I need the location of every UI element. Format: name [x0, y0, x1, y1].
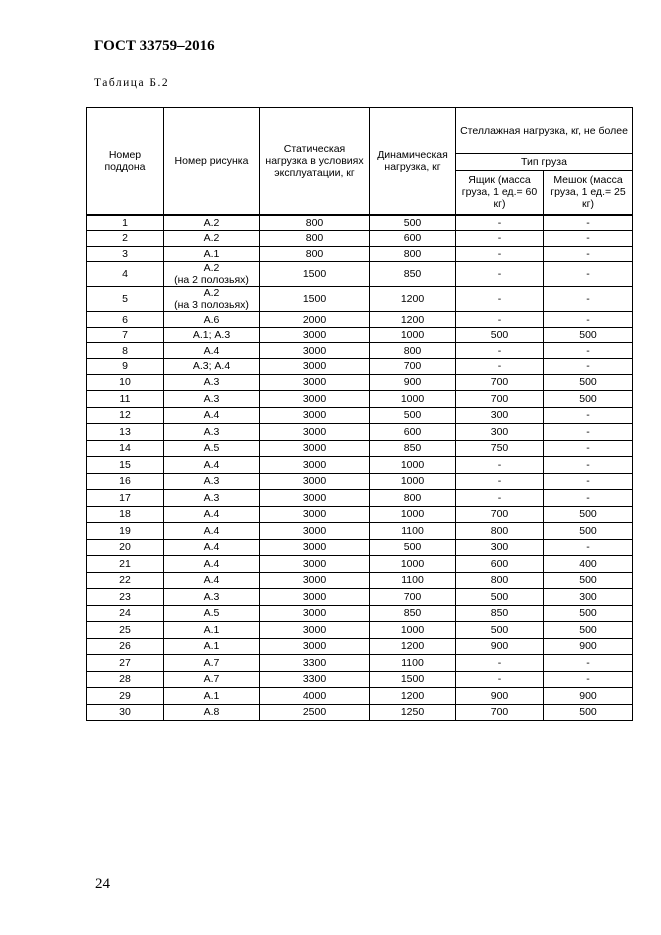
cell-box-load: 900 [456, 688, 544, 705]
table-row [87, 374, 633, 391]
cell-static-load: 3000 [260, 424, 370, 441]
figure-ref: А.7 [203, 673, 220, 686]
cell-box-load: - [456, 457, 544, 474]
figure-ref: А.8 [203, 706, 220, 719]
table-caption: Таблица Б.2 [94, 77, 170, 89]
figure-ref: А.2 [203, 262, 220, 275]
table-row [87, 490, 633, 507]
table-row [87, 457, 633, 474]
figure-ref: А.1; А.3 [192, 329, 231, 342]
cell-box-load: 700 [456, 704, 544, 721]
cell-static-load: 3000 [260, 523, 370, 540]
cell-bag-load: 500 [544, 704, 633, 721]
cell-pallet-number: 12 [87, 407, 164, 424]
header-static-load: Статическая нагрузка в условиях эксплуатации, кг [260, 108, 370, 215]
cell-bag-load: - [544, 671, 633, 688]
cell-dynamic-load: 1200 [370, 688, 456, 705]
cell-pallet-number: 26 [87, 638, 164, 655]
figure-note: (на 2 полозьях) [174, 274, 249, 287]
cell-box-load: 500 [456, 622, 544, 639]
cell-bag-load: 900 [544, 688, 633, 705]
cell-static-load: 3000 [260, 622, 370, 639]
cell-figure-number [164, 671, 260, 688]
cell-figure-number [164, 638, 260, 655]
cell-pallet-number: 10 [87, 374, 164, 391]
cell-dynamic-load: 1100 [370, 572, 456, 589]
cell-static-load: 3000 [260, 343, 370, 359]
cell-static-load: 3000 [260, 407, 370, 424]
cell-box-load: 900 [456, 638, 544, 655]
table-row [87, 215, 633, 231]
header-figure-number: Номер рисунка [164, 108, 260, 215]
cell-box-load: - [456, 473, 544, 490]
cell-static-load: 800 [260, 231, 370, 247]
figure-ref: А.7 [203, 656, 220, 669]
table-row [87, 327, 633, 343]
figure-ref: А.2 [203, 216, 220, 229]
cell-static-load: 3000 [260, 506, 370, 523]
cell-box-load: 300 [456, 539, 544, 556]
cell-dynamic-load: 500 [370, 215, 456, 231]
cell-pallet-number: 20 [87, 539, 164, 556]
cell-figure-number [164, 622, 260, 639]
cell-static-load: 1500 [260, 262, 370, 287]
cell-dynamic-load: 800 [370, 490, 456, 507]
cell-static-load: 800 [260, 246, 370, 262]
cell-dynamic-load: 1250 [370, 704, 456, 721]
cell-static-load: 800 [260, 215, 370, 231]
cell-figure-number [164, 424, 260, 441]
table-row [87, 638, 633, 655]
cell-box-load: - [456, 312, 544, 328]
cell-bag-load: - [544, 473, 633, 490]
cell-bag-load: - [544, 246, 633, 262]
cell-dynamic-load: 1000 [370, 506, 456, 523]
cell-box-load: - [456, 671, 544, 688]
cell-figure-number [164, 605, 260, 622]
cell-figure-number [164, 473, 260, 490]
cell-pallet-number: 1 [87, 215, 164, 231]
cell-static-load: 2500 [260, 704, 370, 721]
cell-box-load: 600 [456, 556, 544, 573]
cell-static-load: 1500 [260, 287, 370, 312]
figure-ref: А.3 [203, 475, 220, 488]
cell-dynamic-load: 1200 [370, 287, 456, 312]
cell-figure-number [164, 391, 260, 408]
figure-ref: А.5 [203, 607, 220, 620]
cell-static-load: 4000 [260, 688, 370, 705]
cell-bag-load: - [544, 457, 633, 474]
figure-ref: А.1 [203, 640, 220, 653]
cell-bag-load: - [544, 312, 633, 328]
cell-dynamic-load: 1000 [370, 327, 456, 343]
cell-box-load: 500 [456, 327, 544, 343]
cell-dynamic-load: 800 [370, 246, 456, 262]
cell-figure-number [164, 506, 260, 523]
cell-static-load: 3000 [260, 359, 370, 375]
cell-dynamic-load: 850 [370, 262, 456, 287]
cell-bag-load: 300 [544, 589, 633, 606]
figure-ref: А.1 [203, 623, 220, 636]
table-row [87, 343, 633, 359]
figure-ref: А.3 [203, 491, 220, 504]
cell-pallet-number: 15 [87, 457, 164, 474]
figure-ref: А.4 [203, 524, 220, 537]
cell-dynamic-load: 1000 [370, 622, 456, 639]
cell-static-load: 3000 [260, 556, 370, 573]
cell-box-load: 700 [456, 374, 544, 391]
cell-box-load: - [456, 287, 544, 312]
table-row [87, 287, 633, 312]
table-row [87, 359, 633, 375]
figure-ref: А.3 [203, 376, 220, 389]
cell-bag-load: 500 [544, 605, 633, 622]
figure-ref: А.3 [203, 590, 220, 603]
cell-bag-load: - [544, 407, 633, 424]
cell-dynamic-load: 600 [370, 231, 456, 247]
cell-dynamic-load: 850 [370, 440, 456, 457]
cell-box-load: - [456, 262, 544, 287]
table-row [87, 391, 633, 408]
header-bag: Мешок (масса груза, 1 ед.= 25 кг) [544, 171, 633, 215]
cell-pallet-number: 23 [87, 589, 164, 606]
cell-dynamic-load: 1000 [370, 556, 456, 573]
document-title: ГОСТ 33759–2016 [94, 38, 215, 54]
cell-pallet-number: 25 [87, 622, 164, 639]
cell-dynamic-load: 1000 [370, 457, 456, 474]
cell-pallet-number: 8 [87, 343, 164, 359]
figure-ref: А.3; А.4 [192, 360, 231, 373]
figure-ref: А.6 [203, 313, 220, 326]
cell-dynamic-load: 1200 [370, 312, 456, 328]
table-row [87, 671, 633, 688]
cell-bag-load: - [544, 424, 633, 441]
cell-dynamic-load: 1100 [370, 655, 456, 672]
cell-static-load: 3000 [260, 391, 370, 408]
cell-figure-number [164, 359, 260, 375]
figure-ref: А.3 [203, 392, 220, 405]
table-row [87, 440, 633, 457]
cell-dynamic-load: 500 [370, 407, 456, 424]
figure-ref: А.4 [203, 574, 220, 587]
cell-static-load: 3000 [260, 327, 370, 343]
cell-figure-number [164, 215, 260, 231]
cell-figure-number [164, 287, 260, 312]
cell-bag-load: 500 [544, 506, 633, 523]
cell-static-load: 3000 [260, 440, 370, 457]
cell-static-load: 3300 [260, 671, 370, 688]
cell-static-load: 3000 [260, 539, 370, 556]
cell-pallet-number: 17 [87, 490, 164, 507]
cell-box-load: - [456, 215, 544, 231]
cell-bag-load: - [544, 440, 633, 457]
cell-dynamic-load: 900 [370, 374, 456, 391]
cell-bag-load: - [544, 287, 633, 312]
cell-bag-load: - [544, 359, 633, 375]
cell-dynamic-load: 1500 [370, 671, 456, 688]
cell-figure-number [164, 407, 260, 424]
cell-figure-number [164, 262, 260, 287]
figure-ref: А.4 [203, 409, 220, 422]
cell-box-load: 850 [456, 605, 544, 622]
cell-bag-load: 500 [544, 523, 633, 540]
cell-static-load: 3000 [260, 638, 370, 655]
cell-dynamic-load: 1000 [370, 391, 456, 408]
table-row [87, 506, 633, 523]
header-rack-load: Стеллажная нагрузка, кг, не более [456, 108, 633, 154]
header-dynamic-load: Динамическая нагрузка, кг [370, 108, 456, 215]
cell-figure-number [164, 523, 260, 540]
cell-dynamic-load: 700 [370, 359, 456, 375]
cell-bag-load: 500 [544, 374, 633, 391]
table-row [87, 231, 633, 247]
cell-dynamic-load: 1000 [370, 473, 456, 490]
cell-dynamic-load: 700 [370, 589, 456, 606]
cell-figure-number [164, 589, 260, 606]
cell-bag-load: - [544, 231, 633, 247]
cell-static-load: 3000 [260, 490, 370, 507]
cell-figure-number [164, 327, 260, 343]
table-row [87, 262, 633, 287]
cell-pallet-number: 7 [87, 327, 164, 343]
cell-pallet-number: 13 [87, 424, 164, 441]
cell-box-load: 500 [456, 589, 544, 606]
cell-box-load: 300 [456, 424, 544, 441]
cell-figure-number [164, 704, 260, 721]
cell-bag-load: - [544, 655, 633, 672]
cell-pallet-number: 21 [87, 556, 164, 573]
cell-static-load: 3000 [260, 473, 370, 490]
cell-figure-number [164, 374, 260, 391]
table-header [87, 108, 633, 215]
cell-static-load: 3300 [260, 655, 370, 672]
figure-ref: А.1 [203, 689, 220, 702]
cell-figure-number [164, 490, 260, 507]
cell-box-load: 800 [456, 523, 544, 540]
cell-pallet-number: 30 [87, 704, 164, 721]
cell-pallet-number: 3 [87, 246, 164, 262]
cell-bag-load: 900 [544, 638, 633, 655]
table-row [87, 523, 633, 540]
cell-dynamic-load: 800 [370, 343, 456, 359]
figure-ref: А.4 [203, 541, 220, 554]
figure-ref: А.3 [203, 425, 220, 438]
cell-figure-number [164, 440, 260, 457]
cell-pallet-number: 9 [87, 359, 164, 375]
cell-pallet-number: 2 [87, 231, 164, 247]
cell-pallet-number: 18 [87, 506, 164, 523]
cell-figure-number [164, 246, 260, 262]
table-row [87, 539, 633, 556]
figure-ref: А.5 [203, 442, 220, 455]
figure-ref: А.4 [203, 557, 220, 570]
table-row [87, 704, 633, 721]
table-row [87, 688, 633, 705]
header-box: Ящик (масса груза, 1 ед.= 60 кг) [456, 171, 544, 215]
table-row [87, 556, 633, 573]
cell-box-load: 700 [456, 506, 544, 523]
cell-figure-number [164, 457, 260, 474]
cell-bag-load: 500 [544, 327, 633, 343]
cell-box-load: - [456, 655, 544, 672]
cell-bag-load: 500 [544, 622, 633, 639]
cell-box-load: 700 [456, 391, 544, 408]
figure-ref: А.2 [203, 287, 220, 300]
table-row [87, 407, 633, 424]
cell-bag-load: 500 [544, 391, 633, 408]
cell-dynamic-load: 850 [370, 605, 456, 622]
cell-figure-number [164, 539, 260, 556]
load-table [86, 107, 633, 721]
table-row [87, 622, 633, 639]
cell-pallet-number: 28 [87, 671, 164, 688]
cell-bag-load: - [544, 539, 633, 556]
cell-bag-load: - [544, 215, 633, 231]
cell-box-load: 800 [456, 572, 544, 589]
cell-box-load: - [456, 359, 544, 375]
cell-dynamic-load: 600 [370, 424, 456, 441]
figure-note: (на 3 полозьях) [174, 299, 249, 312]
cell-dynamic-load: 500 [370, 539, 456, 556]
cell-static-load: 3000 [260, 572, 370, 589]
cell-bag-load: - [544, 490, 633, 507]
header-pallet-number: Номер поддона [87, 108, 164, 215]
cell-box-load: 300 [456, 407, 544, 424]
cell-pallet-number: 11 [87, 391, 164, 408]
cell-dynamic-load: 1100 [370, 523, 456, 540]
cell-pallet-number: 22 [87, 572, 164, 589]
table-row [87, 246, 633, 262]
cell-box-load: - [456, 231, 544, 247]
cell-pallet-number: 27 [87, 655, 164, 672]
cell-pallet-number: 5 [87, 287, 164, 312]
figure-ref: А.1 [203, 247, 220, 260]
cell-bag-load: - [544, 343, 633, 359]
cell-figure-number [164, 231, 260, 247]
table-body [87, 215, 633, 721]
cell-box-load: - [456, 246, 544, 262]
cell-box-load: - [456, 490, 544, 507]
cell-bag-load: - [544, 262, 633, 287]
cell-figure-number [164, 343, 260, 359]
cell-figure-number [164, 688, 260, 705]
table-row [87, 589, 633, 606]
table-row [87, 572, 633, 589]
cell-box-load: 750 [456, 440, 544, 457]
cell-static-load: 3000 [260, 589, 370, 606]
cell-static-load: 3000 [260, 374, 370, 391]
cell-pallet-number: 24 [87, 605, 164, 622]
cell-static-load: 3000 [260, 457, 370, 474]
cell-pallet-number: 14 [87, 440, 164, 457]
cell-bag-load: 400 [544, 556, 633, 573]
figure-ref: А.4 [203, 344, 220, 357]
cell-static-load: 3000 [260, 605, 370, 622]
cell-figure-number [164, 312, 260, 328]
cell-pallet-number: 16 [87, 473, 164, 490]
cell-box-load: - [456, 343, 544, 359]
cell-static-load: 2000 [260, 312, 370, 328]
cell-figure-number [164, 556, 260, 573]
cell-figure-number [164, 572, 260, 589]
page-number: 24 [95, 876, 110, 892]
cell-pallet-number: 29 [87, 688, 164, 705]
figure-ref: А.4 [203, 458, 220, 471]
cell-pallet-number: 4 [87, 262, 164, 287]
cell-figure-number [164, 655, 260, 672]
cell-bag-load: 500 [544, 572, 633, 589]
cell-dynamic-load: 1200 [370, 638, 456, 655]
header-cargo-type: Тип груза [456, 154, 633, 171]
table-row [87, 655, 633, 672]
table-row [87, 312, 633, 328]
table-row [87, 605, 633, 622]
cell-pallet-number: 6 [87, 312, 164, 328]
cell-pallet-number: 19 [87, 523, 164, 540]
figure-ref: А.2 [203, 232, 220, 245]
table-row [87, 424, 633, 441]
figure-ref: А.4 [203, 508, 220, 521]
table-row [87, 473, 633, 490]
